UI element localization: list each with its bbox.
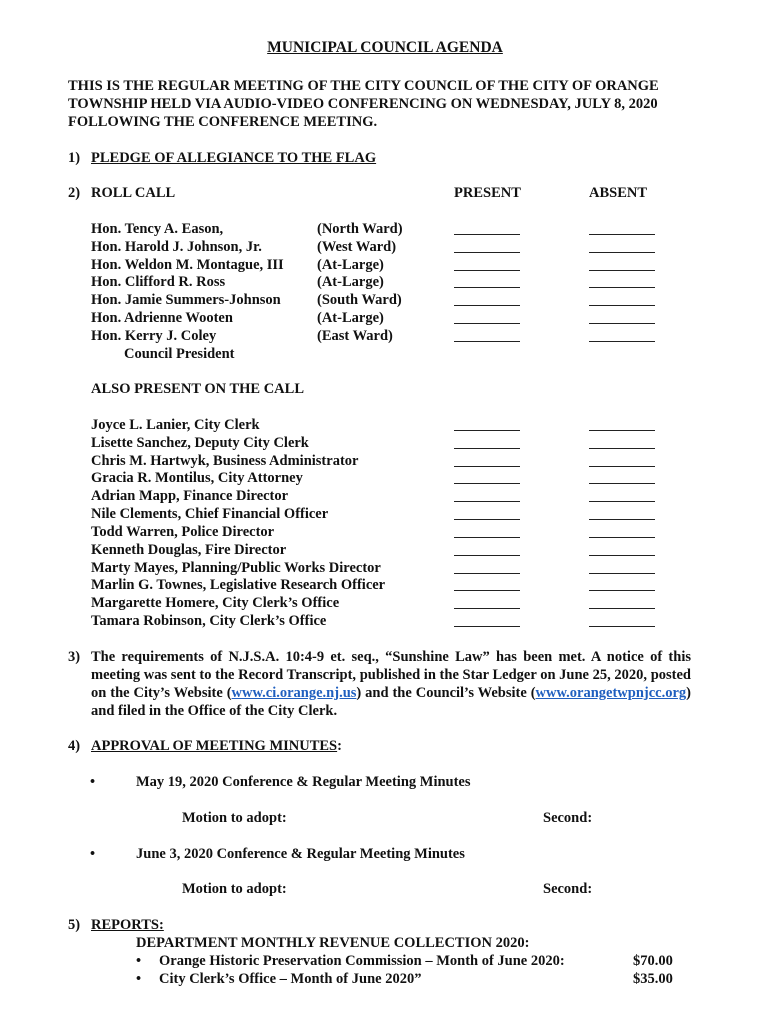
member-name: Hon. Kerry J. Coley (91, 328, 217, 344)
reports-label: REPORTS: (91, 917, 164, 933)
present-blank[interactable] (454, 287, 520, 288)
item-2-number: 2) (68, 185, 81, 201)
absent-blank[interactable] (589, 573, 655, 574)
absent-blank[interactable] (589, 341, 655, 342)
staff-name: Gracia R. Montilus, City Attorney (91, 470, 303, 486)
present-blank[interactable] (454, 252, 520, 253)
member-ward: (At-Large) (317, 257, 384, 273)
report-bullet: • (136, 953, 142, 969)
present-blank[interactable] (454, 305, 520, 306)
city-website-link[interactable]: www.ci.orange.nj.us (231, 685, 357, 701)
present-blank[interactable] (454, 234, 520, 235)
member-ward: (At-Large) (317, 274, 384, 290)
report-item: City Clerk’s Office – Month of June 2020” (159, 971, 422, 987)
present-blank[interactable] (454, 270, 520, 271)
notice-text: ) and filed in the Office of the City Clerk. (91, 685, 692, 719)
absent-blank[interactable] (589, 590, 655, 591)
item-1-label: PLEDGE OF ALLEGIANCE TO THE FLAG (91, 150, 377, 166)
staff-name: Marlin G. Townes, Legislative Research Officer (91, 577, 386, 593)
council-website-link[interactable]: www.orangetwpnjcc.org (535, 685, 687, 701)
member-ward: (South Ward) (317, 292, 402, 308)
absent-blank[interactable] (589, 287, 655, 288)
staff-name: Joyce L. Lanier, City Clerk (91, 417, 260, 433)
report-amount: $35.00 (633, 971, 673, 987)
present-blank[interactable] (454, 323, 520, 324)
present-blank[interactable] (454, 341, 520, 342)
item-5-number: 5) (68, 917, 81, 933)
absent-blank[interactable] (589, 234, 655, 235)
minutes-item: May 19, 2020 Conference & Regular Meeting Minutes (136, 774, 471, 790)
motion-label: Motion to adopt: (182, 881, 287, 897)
member-ward: (West Ward) (317, 239, 397, 255)
staff-name: Margarette Homere, City Clerk’s Office (91, 595, 340, 611)
present-blank[interactable] (454, 466, 520, 467)
present-blank[interactable] (454, 573, 520, 574)
roll-call-label: ROLL CALL (91, 185, 176, 201)
absent-blank[interactable] (589, 323, 655, 324)
present-blank[interactable] (454, 519, 520, 520)
staff-name: Nile Clements, Chief Financial Officer (91, 506, 329, 522)
absent-blank[interactable] (589, 466, 655, 467)
member-name: Hon. Clifford R. Ross (91, 274, 226, 290)
second-label: Second: (543, 810, 593, 826)
absent-blank[interactable] (589, 430, 655, 431)
absent-blank[interactable] (589, 501, 655, 502)
absent-blank[interactable] (589, 519, 655, 520)
report-amount: $70.00 (633, 953, 673, 969)
present-blank[interactable] (454, 590, 520, 591)
staff-name: Tamara Robinson, City Clerk’s Office (91, 613, 327, 629)
report-item: Orange Historic Preservation Commission – Month of June 2020: (159, 953, 565, 969)
present-blank[interactable] (454, 430, 520, 431)
present-blank[interactable] (454, 555, 520, 556)
absent-blank[interactable] (589, 252, 655, 253)
notice-text: The requirements of N.J.S.A. 10:4-9 et. seq., “Sunshine Law” has been met. A notice of this meeting was sent to the Record Transcript, published in the Star Ledger on June 25, 2020, posted on the City’s Website ( (91, 649, 691, 701)
member-name: Hon. Jamie Summers-Johnson (91, 292, 281, 308)
minutes-bullet: • (90, 846, 96, 862)
staff-name: Kenneth Douglas, Fire Director (91, 542, 287, 558)
absent-blank[interactable] (589, 608, 655, 609)
absent-blank[interactable] (589, 270, 655, 271)
present-blank[interactable] (454, 501, 520, 502)
member-ward: (North Ward) (317, 221, 403, 237)
absent-blank[interactable] (589, 537, 655, 538)
approval-minutes-colon: : (337, 738, 342, 754)
staff-name: Chris M. Hartwyk, Business Administrator (91, 453, 359, 469)
page-title: MUNICIPAL COUNCIL AGENDA (267, 39, 503, 56)
absent-blank[interactable] (589, 483, 655, 484)
approval-minutes-label (91, 737, 342, 755)
approval-minutes-text: APPROVAL OF MEETING MINUTES (91, 738, 338, 754)
member-name: Hon. Harold J. Johnson, Jr. (91, 239, 262, 255)
present-blank[interactable] (454, 448, 520, 449)
present-blank[interactable] (454, 608, 520, 609)
absent-blank[interactable] (589, 555, 655, 556)
present-blank[interactable] (454, 483, 520, 484)
present-header: PRESENT (454, 185, 521, 201)
item-4-number: 4) (68, 738, 81, 754)
member-name: Hon. Tency A. Eason, (91, 221, 224, 237)
member-name: Hon. Adrienne Wooten (91, 310, 233, 326)
present-blank[interactable] (454, 537, 520, 538)
absent-blank[interactable] (589, 448, 655, 449)
minutes-bullet: • (90, 774, 96, 790)
revenue-subheader: DEPARTMENT MONTHLY REVENUE COLLECTION 2020: (136, 935, 530, 951)
item-1-number: 1) (68, 150, 81, 166)
member-ward: (East Ward) (317, 328, 393, 344)
item-3-number: 3) (68, 649, 81, 665)
present-blank[interactable] (454, 626, 520, 627)
absent-blank[interactable] (589, 626, 655, 627)
staff-name: Adrian Mapp, Finance Director (91, 488, 289, 504)
report-bullet: • (136, 971, 142, 987)
absent-header: ABSENT (589, 185, 648, 201)
motion-label: Motion to adopt: (182, 810, 287, 826)
staff-name: Marty Mayes, Planning/Public Works Director (91, 560, 381, 576)
member-name: Hon. Weldon M. Montague, III (91, 257, 284, 273)
staff-name: Todd Warren, Police Director (91, 524, 275, 540)
second-label: Second: (543, 881, 593, 897)
meeting-intro: THIS IS THE REGULAR MEETING OF THE CITY COUNCIL OF THE CITY OF ORANGE TOWNSHIP HELD VIA AUDIO-VIDEO CONFERENCING ON WEDNESDAY, JULY 8, 2020 FOLLOWING THE CONFERENCE MEETING. (68, 78, 659, 130)
also-present-header: ALSO PRESENT ON THE CALL (91, 381, 304, 397)
council-president-title: Council President (124, 346, 235, 362)
absent-blank[interactable] (589, 305, 655, 306)
minutes-item: June 3, 2020 Conference & Regular Meeting Minutes (136, 846, 465, 862)
notice-text: ) and the Council’s Website ( (356, 685, 536, 701)
member-ward: (At-Large) (317, 310, 384, 326)
sunshine-law-notice (91, 648, 691, 720)
staff-name: Lisette Sanchez, Deputy City Clerk (91, 435, 309, 451)
